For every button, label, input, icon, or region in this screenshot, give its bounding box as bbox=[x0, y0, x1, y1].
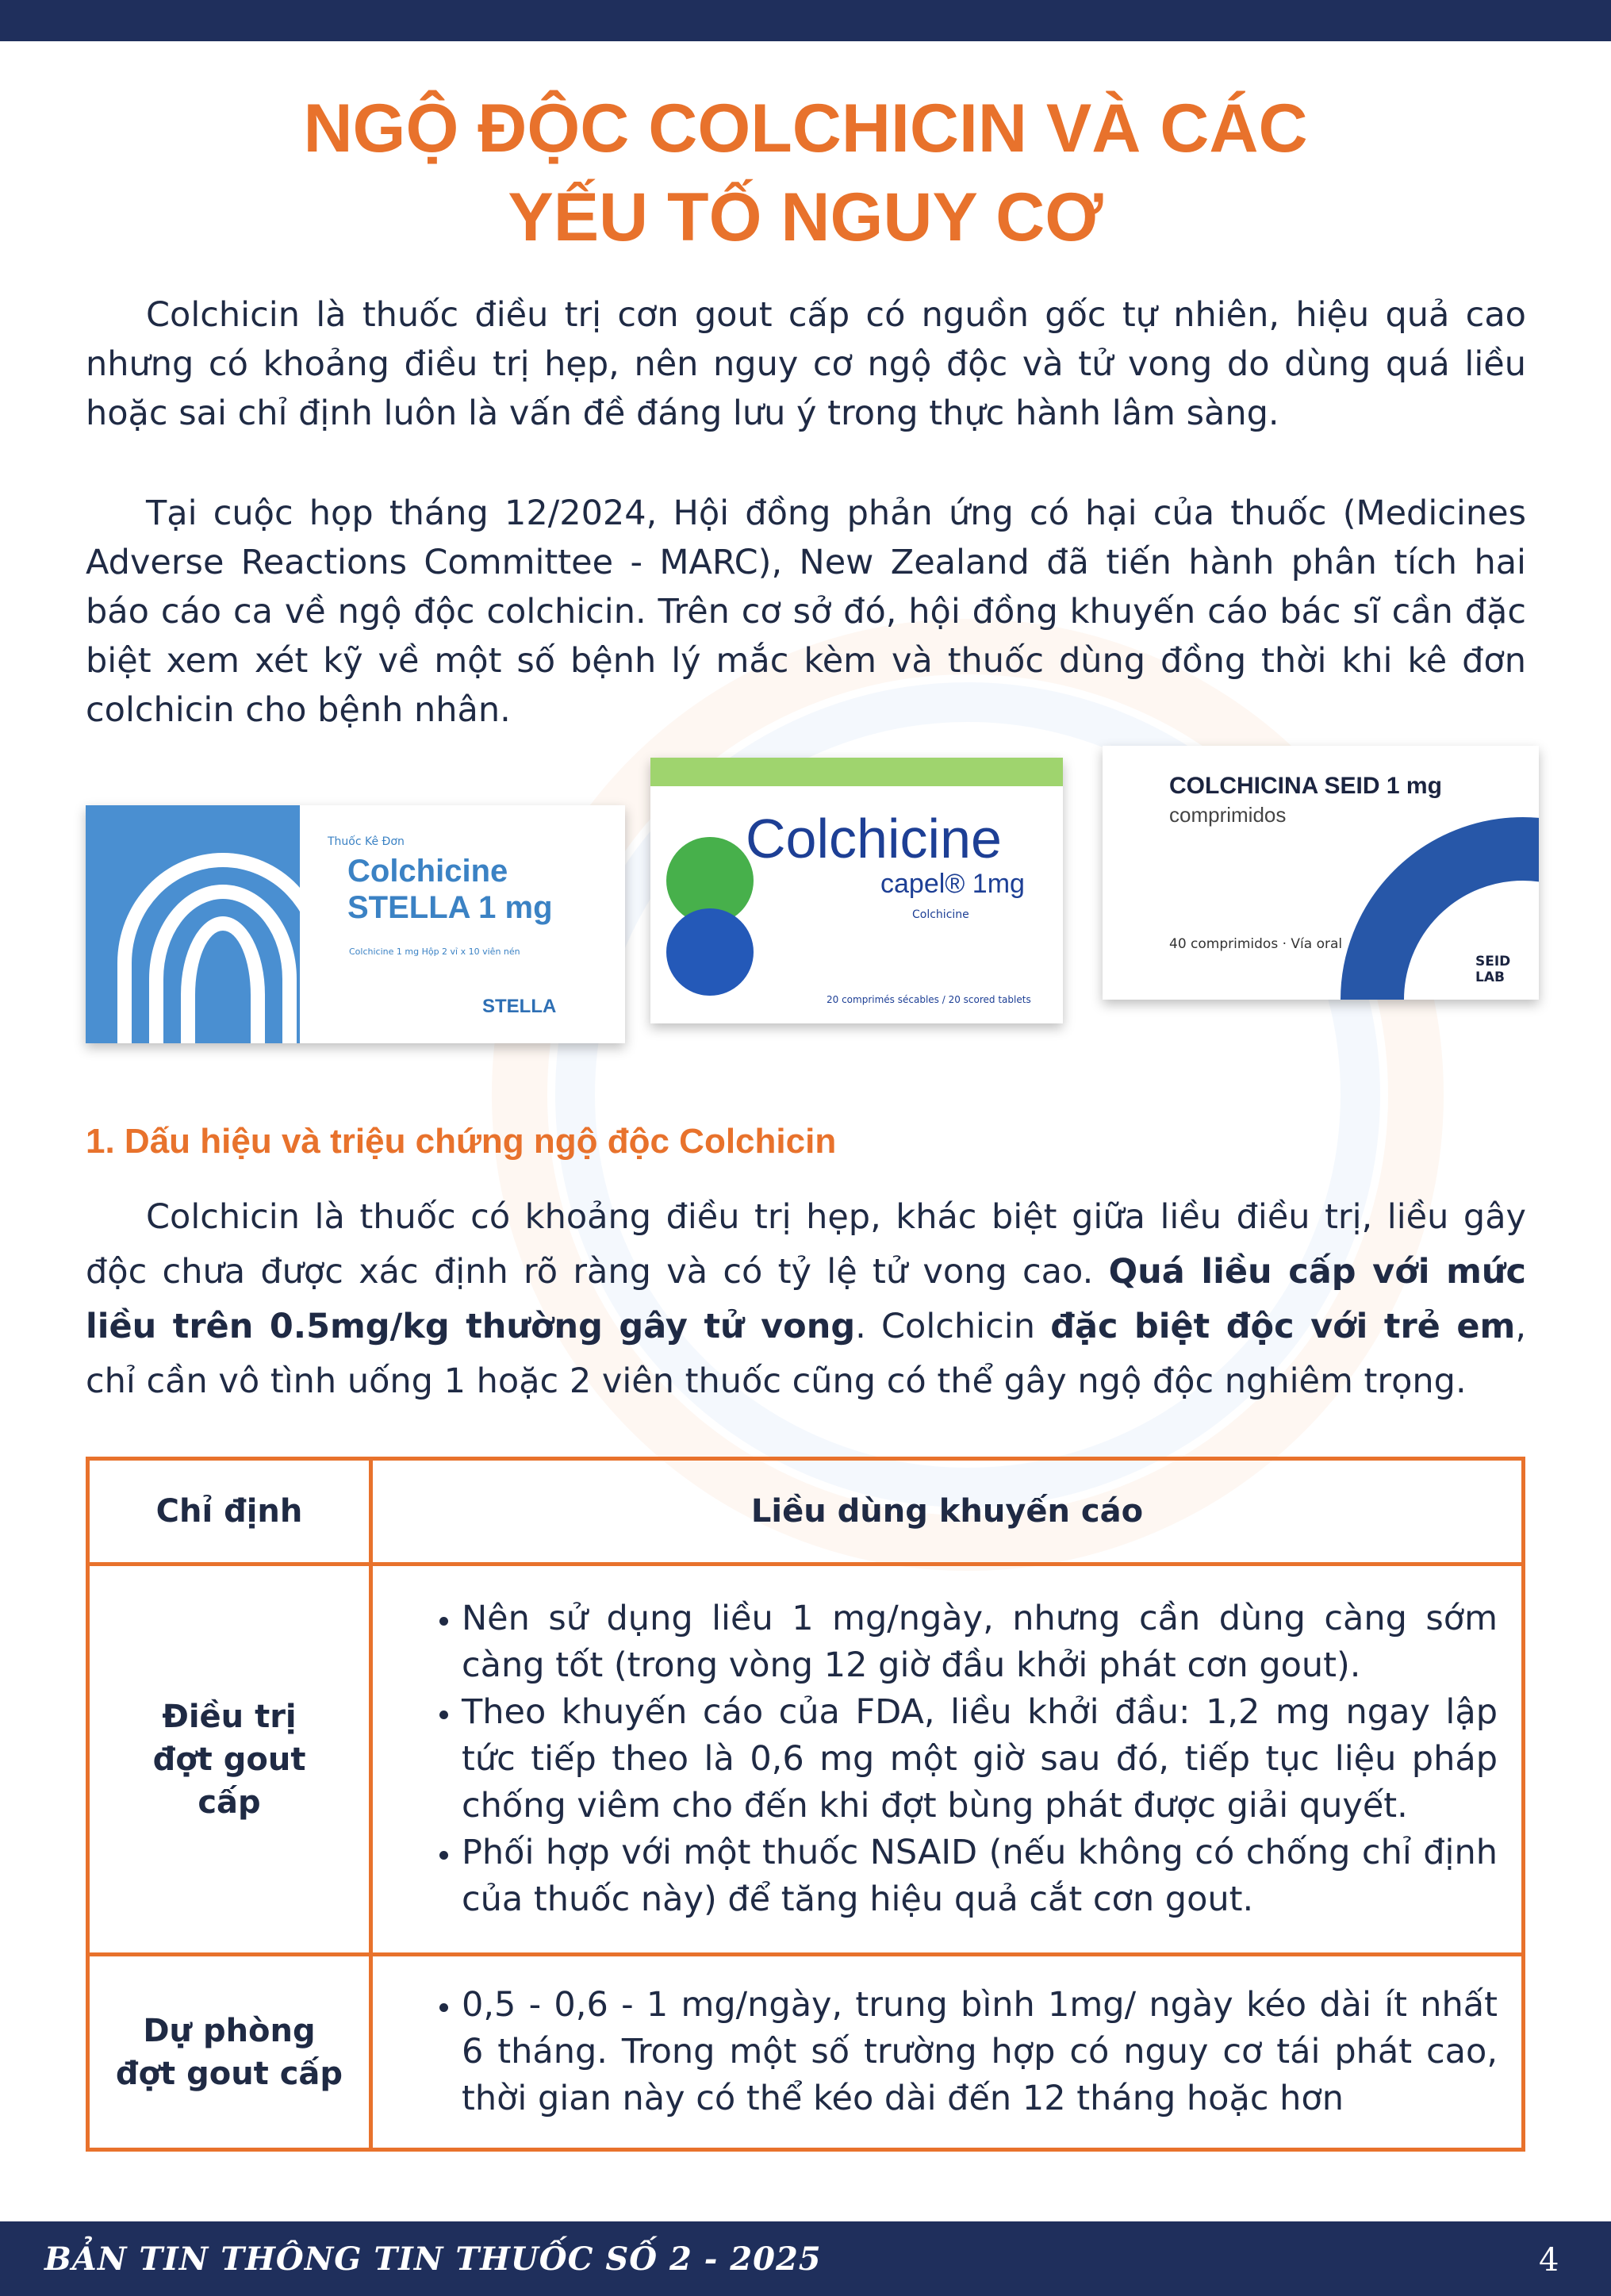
table-cell-dosage bbox=[371, 1955, 1524, 2150]
capel-foot-text: 20 comprimés sécables / 20 scored tablets bbox=[827, 994, 1031, 1005]
marc-paragraph-text: Tại cuộc họp tháng 12/2024, Hội đồng phản ứng có hại của thuốc (Medicines Adverse Reactions Committee - MARC), New Zealand đã tiến hành phân tích hai báo cáo ca về ngộ độc colchicin. Trên cơ sở đó, hội đồng khuyến cáo bác sĩ cần đặc biệt xem xét kỹ về một số bệnh lý mắc kèm và thuốc dùng đồng thời khi kê đơn colchicin cho bệnh nhân. bbox=[86, 493, 1526, 730]
dosage-list bbox=[406, 1595, 1498, 1923]
symptoms-paragraph bbox=[86, 1190, 1526, 1409]
section-1-title: 1. Dấu hiệu và triệu chứng ngộ độc Colchicin bbox=[86, 1122, 837, 1161]
table-header-indication: Chỉ định bbox=[88, 1459, 371, 1565]
page-title bbox=[0, 84, 1611, 262]
table-header-dosage: Liều dùng khuyến cáo bbox=[371, 1459, 1524, 1565]
seid-product-sub: comprimidos bbox=[1169, 803, 1287, 827]
table-header-row bbox=[88, 1459, 1524, 1565]
intro-paragraph-text: Colchicin là thuốc điều trị cơn gout cấp có nguồn gốc tự nhiên, hiệu quả cao nhưng có khoảng điều trị hẹp, nên nguy cơ ngộ độc và tử vong do dùng quá liều hoặc sai chỉ định luôn là vấn đề đáng lưu ý trong thực hành lâm sàng. bbox=[86, 295, 1526, 433]
marc-paragraph bbox=[86, 489, 1526, 735]
product-box-capel bbox=[650, 758, 1063, 1023]
table-row bbox=[88, 1955, 1524, 2150]
dosage-table bbox=[86, 1457, 1525, 2152]
table-cell-dosage bbox=[371, 1565, 1524, 1955]
stella-name-line2: STELLA 1 mg bbox=[347, 890, 553, 925]
stella-product-name bbox=[347, 853, 553, 926]
symptoms-text-2: . Colchicin bbox=[855, 1307, 1051, 1346]
indication-label: Điều trị đợt gout cấp bbox=[152, 1698, 306, 1821]
seid-product-name: COLCHICINA SEID 1 mg bbox=[1169, 773, 1442, 799]
product-box-stella bbox=[86, 805, 625, 1043]
capel-blue-circle bbox=[666, 908, 754, 996]
symptoms-text-1: Colchicin là thuốc có khoảng điều trị hẹp, khác biệt giữa liều điều trị, liều gây độc chưa được xác định rõ ràng và có tỷ lệ tử vong cao. bbox=[86, 1197, 1526, 1292]
table-cell-indication bbox=[88, 1955, 371, 2150]
product-images bbox=[86, 758, 1545, 1091]
dosage-list bbox=[406, 1982, 1498, 2122]
list-item: • Phối hợp với một thuốc NSAID (nếu không có chống chỉ định của thuốc này) để tăng hiệu quả cắt cơn gout. bbox=[462, 1830, 1498, 1923]
page-number: 4 bbox=[1539, 2242, 1559, 2279]
seid-count: 40 comprimidos · Vía oral bbox=[1169, 936, 1343, 952]
symptoms-bold-1: Quá liều cấp với mức liều trên 0.5mg/kg thường gây tử vong bbox=[86, 1252, 1526, 1346]
symptoms-bold-2: đặc biệt độc với trẻ em bbox=[1050, 1307, 1516, 1346]
list-item: • Nên sử dụng liều 1 mg/ngày, nhưng cần dùng càng sớm càng tốt (trong vòng 12 giờ đầu khởi phát cơn gout). bbox=[462, 1595, 1498, 1689]
indication-label: Dự phòng đợt gout cấp bbox=[115, 2012, 343, 2092]
capel-product-sub: capel® 1mg bbox=[880, 869, 1025, 899]
seid-brand: SEID LAB bbox=[1475, 954, 1511, 985]
stella-brand: STELLA bbox=[482, 996, 557, 1017]
product-box-seid bbox=[1103, 746, 1539, 1000]
capel-box-lid bbox=[650, 758, 1063, 786]
table-cell-indication bbox=[88, 1565, 371, 1955]
stella-pattern bbox=[86, 805, 300, 1043]
stella-small-text: Colchicine 1 mg Hộp 2 vỉ x 10 viên nén bbox=[349, 946, 520, 957]
table-row bbox=[88, 1565, 1524, 1955]
page-title-line2: YẾU TỐ NGUY CƠ bbox=[508, 179, 1103, 255]
stella-rx-label: Thuốc Kê Đơn bbox=[328, 835, 405, 848]
page-title-line1: NGỘ ĐỘC COLCHICIN VÀ CÁC bbox=[303, 90, 1308, 167]
top-bar bbox=[0, 0, 1611, 41]
list-item: • 0,5 - 0,6 - 1 mg/ngày, trung bình 1mg/ ngày kéo dài ít nhất 6 tháng. Trong một số trường hợp có nguy cơ tái phát cao, thời gian này có thể kéo dài đến 12 tháng hoặc hơn bbox=[462, 1982, 1498, 2122]
intro-paragraph bbox=[86, 290, 1526, 438]
stella-name-line1: Colchicine bbox=[347, 854, 508, 889]
capel-small-text: Colchicine bbox=[912, 908, 969, 921]
capel-product-name: Colchicine bbox=[746, 808, 1002, 870]
symptoms-text-3: , chỉ cần vô tình uống 1 hoặc 2 viên thuốc cũng có thể gây ngộ độc nghiêm trọng. bbox=[86, 1307, 1526, 1401]
list-item: • Theo khuyến cáo của FDA, liều khởi đầu: 1,2 mg ngay lập tức tiếp theo là 0,6 mg một giờ sau đó, tiếp tục liệu pháp chống viêm cho đến khi đợt bùng phát được giải quyết. bbox=[462, 1689, 1498, 1830]
footer-title: BẢN TIN THÔNG TIN THUỐC SỐ 2 - 2025 bbox=[44, 2240, 822, 2278]
